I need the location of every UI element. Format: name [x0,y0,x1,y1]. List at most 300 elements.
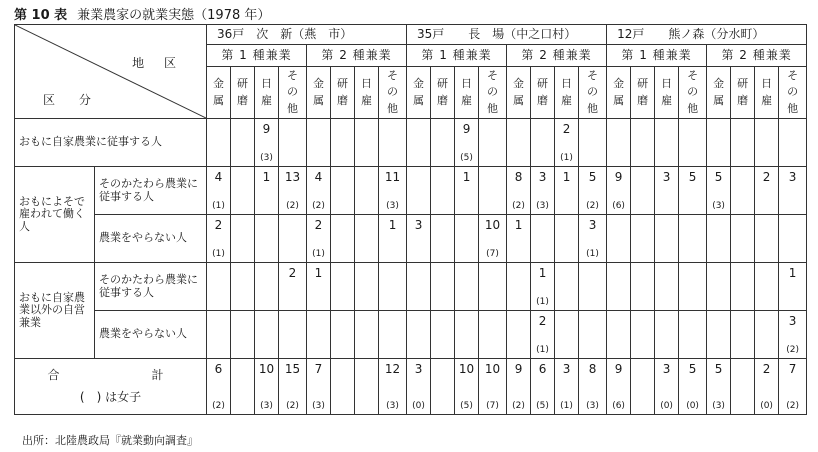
cell-value: 3 [662,362,671,376]
group-header: 第 1 種兼業 [407,45,507,67]
data-cell [231,311,255,359]
data-cell [731,359,755,415]
data-cell [231,263,255,311]
subcol-label: 金属 [213,77,224,107]
table-row [15,263,807,311]
data-cell [279,311,307,359]
data-cell [755,263,779,311]
data-cell [607,215,631,263]
subcol-label: 日雇 [361,77,372,107]
subcol-header [555,67,579,119]
cell-value: 3 [538,170,547,184]
cell-value: 2 [214,218,223,232]
data-cell [707,119,731,167]
data-cell [279,215,307,263]
cell-value: 3 [588,218,597,232]
subcol-label: 金属 [713,77,725,107]
data-cell [207,215,231,263]
data-cell [579,119,607,167]
cell-value: 10 [484,362,501,376]
data-cell [531,119,555,167]
cell-value: 2 [288,266,297,280]
data-cell [407,119,431,167]
subcol-label: 研磨 [637,77,649,107]
data-cell [455,263,479,311]
data-cell [779,167,807,215]
group-header: 第 2 種兼業 [507,45,607,67]
data-cell [679,263,707,311]
data-cell [731,119,755,167]
data-cell [679,167,707,215]
data-cell [531,311,555,359]
data-cell [255,359,279,415]
data-cell [255,167,279,215]
data-cell [431,311,455,359]
header-corner [15,25,207,119]
data-cell [455,167,479,215]
data-cell [755,119,779,167]
district-label: 地 区 [132,56,184,70]
data-cell [255,311,279,359]
cell-value: 3 [662,170,671,184]
data-cell [507,167,531,215]
data-cell [607,359,631,415]
data-cell [307,311,331,359]
data-cell [355,359,379,415]
cell-female: (2) [512,200,525,211]
data-cell [379,359,407,415]
data-cell [531,215,555,263]
cell-value: 3 [562,362,571,376]
subcol-label: 研磨 [337,77,348,107]
data-cell [379,119,407,167]
subcol-header [455,67,479,119]
subcol-label: その他 [687,68,699,115]
data-cell [555,215,579,263]
data-cell [407,311,431,359]
cell-female: (2) [212,400,225,411]
data-cell [231,215,255,263]
total-label: 合 計 [47,367,204,382]
data-cell [531,359,555,415]
data-cell [655,263,679,311]
subcol-label: 金属 [413,77,425,107]
cell-female: (1) [536,344,549,355]
cell-female: (7) [486,248,499,259]
table-row [15,215,807,263]
subcol-header [679,67,707,119]
data-cell [707,359,731,415]
cell-female: (3) [386,400,399,411]
subcol-label: 日雇 [261,77,272,107]
data-cell [479,311,507,359]
row-label: そのかたわら農業に従事する人 [95,263,207,311]
cell-female: (6) [612,200,625,211]
cell-value: 11 [384,170,401,184]
subcol-label: その他 [487,68,499,115]
table-caption: 兼業農家の就業実態（1978 年） [77,8,271,23]
cell-female: (5) [460,400,473,411]
data-cell [655,167,679,215]
cell-value: 2 [538,314,547,328]
data-cell [431,263,455,311]
cell-female: (3) [712,400,725,411]
subcol-header [507,67,531,119]
subcol-label: 日雇 [661,77,673,107]
data-cell [731,263,755,311]
cell-value: 2 [562,122,571,136]
data-cell [507,119,531,167]
data-cell [431,119,455,167]
data-cell [631,263,655,311]
cell-female: (3) [260,400,273,411]
data-cell [431,215,455,263]
data-cell [255,215,279,263]
subcol-label: 日雇 [561,77,573,107]
data-cell [655,359,679,415]
data-cell [279,359,307,415]
data-cell [479,167,507,215]
data-cell [479,119,507,167]
cell-female: (5) [536,400,549,411]
data-cell [631,119,655,167]
cell-female: (2) [512,400,525,411]
cell-female: (2) [312,200,325,211]
subcol-header [655,67,679,119]
data-cell [279,263,307,311]
subcol-label: その他 [387,68,399,115]
data-cell [279,167,307,215]
data-cell [631,311,655,359]
data-cell [607,167,631,215]
cell-value: 15 [284,362,301,376]
data-cell [607,263,631,311]
cell-female: (0) [660,400,673,411]
data-cell [279,119,307,167]
subcol-header [607,67,631,119]
cell-value: 5 [688,170,697,184]
subcol-label: 金属 [313,77,324,107]
data-cell [507,263,531,311]
cell-value: 3 [788,170,797,184]
cell-value: 9 [614,362,623,376]
cell-female: (7) [486,400,499,411]
subcol-label: その他 [287,68,298,115]
cell-female: (0) [760,400,773,411]
cell-female: (2) [586,200,599,211]
data-cell [379,215,407,263]
subcol-header [531,67,555,119]
data-cell [679,311,707,359]
cell-value: 7 [314,362,323,376]
data-cell [207,167,231,215]
data-cell [679,119,707,167]
cell-value: 4 [214,170,223,184]
group-header: 第 2 種兼業 [307,45,407,67]
cell-value: 1 [262,170,271,184]
data-cell [331,359,355,415]
cell-female: (0) [412,400,425,411]
subcol-header [631,67,655,119]
data-cell [331,311,355,359]
subcol-header [731,67,755,119]
cell-female: (2) [286,400,299,411]
cell-value: 1 [562,170,571,184]
data-cell [255,263,279,311]
data-cell [555,263,579,311]
table-row [15,167,807,215]
data-cell [779,359,807,415]
data-cell [231,167,255,215]
subcol-label: 研磨 [237,77,248,107]
total-row [15,359,807,415]
subcol-header [431,67,455,119]
cell-female: (3) [312,400,325,411]
data-cell [779,311,807,359]
data-cell [579,263,607,311]
category-label: 区 分 [43,93,101,108]
cell-value: 10 [258,362,275,376]
data-cell [479,263,507,311]
data-cell [531,167,555,215]
data-cell [655,119,679,167]
data-cell [707,263,731,311]
data-cell [755,215,779,263]
subcol-label: その他 [787,68,799,115]
group-header: 第 2 種兼業 [707,45,807,67]
cell-value: 10 [458,362,475,376]
subcol-label: その他 [587,68,599,115]
cell-value: 12 [384,362,401,376]
cell-value: 10 [484,218,501,232]
region-header: 35戸 長 場（中之口村） [407,25,607,45]
data-cell [479,359,507,415]
data-cell [379,311,407,359]
female-note: ( ) は女子 [79,389,142,404]
subcol-header [255,67,279,119]
cell-value: 8 [514,170,523,184]
row-group-label: おもによそで雇われて働く人 [15,167,95,263]
total-label-cell [15,359,207,415]
table-row [15,119,807,167]
subcol-label: 研磨 [537,77,549,107]
data-cell [779,119,807,167]
data-cell [507,215,531,263]
data-cell [355,263,379,311]
data-cell [555,359,579,415]
data-cell [455,359,479,415]
cell-value: 2 [314,218,323,232]
cell-female: (1) [560,152,573,163]
data-cell [455,215,479,263]
data-cell [331,215,355,263]
cell-value: 4 [314,170,323,184]
group-header: 第 1 種兼業 [607,45,707,67]
cell-value: 5 [714,170,723,184]
subcol-header [279,67,307,119]
data-cell [255,119,279,167]
data-cell [579,359,607,415]
row-label: 農業をやらない人 [95,215,207,263]
data-cell [331,119,355,167]
cell-female: (1) [536,296,549,307]
cell-value: 1 [314,266,323,280]
subcol-header [479,67,507,119]
employment-table [14,24,807,415]
data-cell [555,167,579,215]
data-cell [355,119,379,167]
subcol-header [779,67,807,119]
subcol-label: 研磨 [737,77,749,107]
row-label: おもに自家農業に従事する人 [15,119,207,167]
cell-female: (3) [386,200,399,211]
data-cell [431,167,455,215]
cell-value: 9 [262,122,271,136]
data-cell [579,167,607,215]
data-cell [379,263,407,311]
data-cell [707,167,731,215]
data-cell [779,215,807,263]
data-cell [579,215,607,263]
cell-value: 5 [688,362,697,376]
data-cell [307,359,331,415]
data-cell [207,311,231,359]
cell-value: 3 [414,362,423,376]
region-header: 12戸 熊ノ森（分水町） [607,25,807,45]
cell-value: 2 [762,362,771,376]
data-cell [631,215,655,263]
subcol-header [355,67,379,119]
cell-female: (6) [612,400,625,411]
data-cell [455,311,479,359]
data-cell [507,311,531,359]
data-cell [455,119,479,167]
data-cell [231,359,255,415]
cell-female: (0) [686,400,699,411]
cell-female: (3) [536,200,549,211]
row-label: 農業をやらない人 [95,311,207,359]
cell-female: (1) [212,200,225,211]
subcol-header [307,67,331,119]
cell-value: 8 [588,362,597,376]
data-cell [431,359,455,415]
group-header: 第 1 種兼業 [207,45,307,67]
data-cell [379,167,407,215]
cell-female: (1) [312,248,325,259]
cell-value: 2 [762,170,771,184]
cell-female: (1) [212,248,225,259]
data-cell [655,215,679,263]
data-cell [755,359,779,415]
row-group-label: おもに自家農業以外の自営兼業 [15,263,95,359]
data-cell [731,215,755,263]
source-note: 出所：北陸農政局『就業動向調査』 [22,434,198,447]
data-cell [231,119,255,167]
subcol-label: 金属 [613,77,625,107]
cell-value: 6 [538,362,547,376]
data-cell [331,167,355,215]
data-cell [407,215,431,263]
table-number: 第 10 表 [14,8,68,23]
data-cell [307,215,331,263]
data-cell [307,119,331,167]
cell-female: (2) [786,344,799,355]
data-cell [655,311,679,359]
table-row [15,311,807,359]
data-cell [679,215,707,263]
data-cell [607,119,631,167]
cell-value: 9 [614,170,623,184]
subcol-label: 日雇 [461,77,473,107]
data-cell [531,263,555,311]
cell-female: (3) [586,400,599,411]
cell-female: (5) [460,152,473,163]
subcol-header [579,67,607,119]
data-cell [631,167,655,215]
data-cell [355,167,379,215]
cell-value: 5 [588,170,597,184]
data-cell [555,311,579,359]
data-cell [307,263,331,311]
cell-female: (1) [586,248,599,259]
cell-value: 9 [514,362,523,376]
subcol-header [407,67,431,119]
data-cell [407,263,431,311]
data-cell [579,311,607,359]
data-cell [407,167,431,215]
cell-value: 9 [462,122,471,136]
cell-value: 3 [788,314,797,328]
data-cell [779,263,807,311]
data-cell [707,215,731,263]
data-cell [731,311,755,359]
cell-female: (2) [786,400,799,411]
cell-value: 3 [414,218,423,232]
subcol-label: 金属 [513,77,525,107]
data-cell [507,359,531,415]
data-cell [555,119,579,167]
cell-female: (2) [286,200,299,211]
data-cell [631,359,655,415]
data-cell [207,263,231,311]
data-cell [679,359,707,415]
row-label: そのかたわら農業に従事する人 [95,167,207,215]
cell-value: 1 [538,266,547,280]
data-cell [307,167,331,215]
data-cell [731,167,755,215]
data-cell [207,359,231,415]
subcol-label: 研磨 [437,77,449,107]
subcol-label: 日雇 [761,77,773,107]
subcol-header [231,67,255,119]
data-cell [331,263,355,311]
data-cell [355,215,379,263]
cell-female: (1) [560,400,573,411]
cell-female: (3) [260,152,273,163]
subcol-header [331,67,355,119]
data-cell [479,215,507,263]
subcol-header [207,67,231,119]
table-title [14,4,270,23]
data-cell [755,311,779,359]
data-cell [607,311,631,359]
cell-value: 13 [284,170,301,184]
subcol-header [755,67,779,119]
cell-value: 1 [788,266,797,280]
data-cell [755,167,779,215]
cell-value: 5 [714,362,723,376]
data-cell [355,311,379,359]
